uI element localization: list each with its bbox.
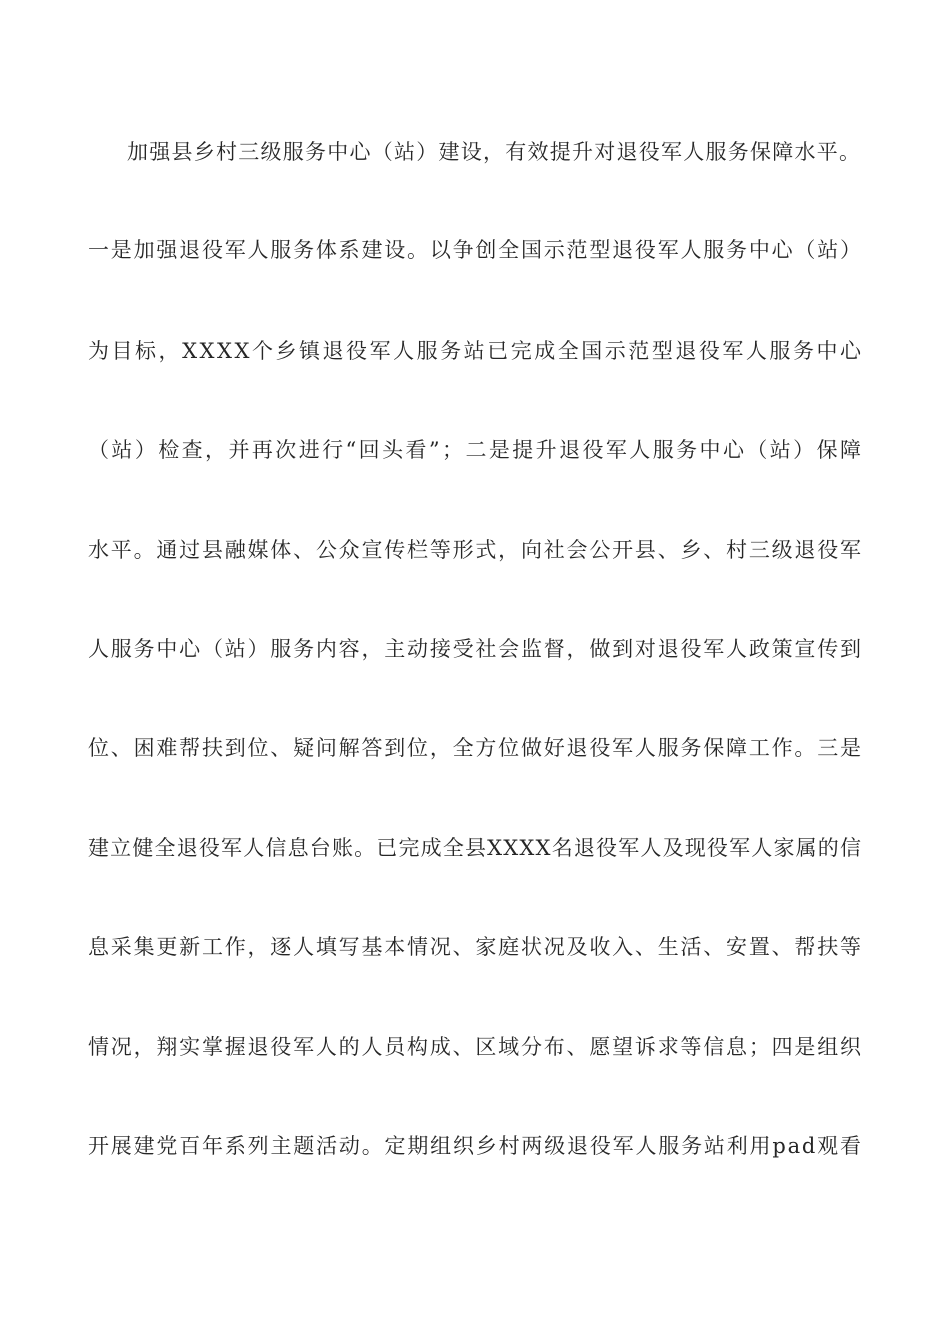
paragraph-line-6: 人服务中心（站）服务内容，主动接受社会监督，做到对退役军人政策宣传到 (88, 637, 863, 661)
paragraph-line-4: （站）检查，并再次进行“回头看”；二是提升退役军人服务中心（站）保障 (88, 438, 864, 462)
paragraph-line-9: 息采集更新工作，逐人填写基本情况、家庭状况及收入、生活、安置、帮扶等 (88, 935, 863, 959)
paragraph-line-1: 加强县乡村三级服务中心（站）建设，有效提升对退役军人服务保障水平。 (127, 140, 862, 164)
paragraph-line-2: 一是加强退役军人服务体系建设。以争创全国示范型退役军人服务中心（站） (88, 238, 863, 262)
paragraph-line-3: 为目标，XXXX个乡镇退役军人服务站已完成全国示范型退役军人服务中心 (88, 339, 864, 363)
paragraph-line-8: 建立健全退役军人信息台账。已完成全县XXXX名退役军人及现役军人家属的信 (88, 836, 863, 860)
paragraph-line-7: 位、困难帮扶到位、疑问解答到位，全方位做好退役军人服务保障工作。三是 (88, 736, 863, 760)
paragraph-line-11: 开展建党百年系列主题活动。定期组织乡村两级退役军人服务站利用pad观看 (88, 1134, 863, 1158)
paragraph-line-10: 情况，翔实掌握退役军人的人员构成、区域分布、愿望诉求等信息；四是组织 (88, 1035, 863, 1059)
paragraph-line-5: 水平。通过县融媒体、公众宣传栏等形式，向社会公开县、乡、村三级退役军 (88, 538, 863, 562)
